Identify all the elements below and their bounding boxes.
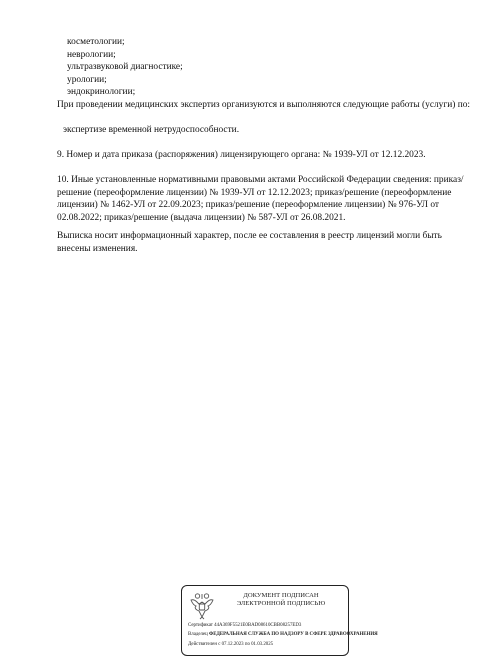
stamp-title-line: ДОКУМЕНТ ПОДПИСАН xyxy=(243,592,319,599)
owner-label: Владелец xyxy=(188,632,208,638)
coat-of-arms-icon xyxy=(189,591,215,621)
validity-label: Действителен xyxy=(188,641,217,647)
certificate-value: 44A369F5521E0BAD08610CBB08257ED3 xyxy=(214,623,302,628)
validity-row xyxy=(188,640,388,649)
certificate-label: Сертификат xyxy=(188,623,213,628)
list-item: эндокринологии; xyxy=(67,87,136,98)
disclaimer-text: Выписка носит информационный характер, после ее составления в реестр лицензий могли быть внесены изменения. xyxy=(57,231,442,254)
electronic-signature-stamp xyxy=(181,585,378,656)
validity-value: с 07.12.2023 по 01.03.2025 xyxy=(218,641,274,647)
list-item: ультразвуковой диагностике; xyxy=(67,62,183,73)
works-intro-text: При проведении медицинских экспертиз организуются и выполняются следующие работы (услуги) по: xyxy=(57,100,471,110)
owner-value: ФЕДЕРАЛЬНАЯ СЛУЖБА ПО НАДЗОРУ В СФЕРЕ ЗДРАВООХРАНЕНИЯ xyxy=(209,632,378,638)
list-item: неврологии; xyxy=(67,49,116,60)
stamp-title-line: ЭЛЕКТРОННОЙ ПОДПИСЬЮ xyxy=(236,600,326,607)
section-9-text: 9. Номер и дата приказа (распоряжения) лицензирующего органа: № 1939-УЛ от 12.12.2023. xyxy=(57,150,426,160)
certificate-row xyxy=(188,621,388,630)
list-item: урологии; xyxy=(67,74,107,85)
owner-row xyxy=(188,630,388,639)
specialty-list xyxy=(67,36,183,99)
stamp-details xyxy=(188,621,388,649)
section-10-text: 10. Иные установленные нормативными правовыми актами Российской Федерации сведения: приказ/решение (переоформление лицензии) № 1939-УЛ от 12.12.2023; приказ/решение (переоформление лицензии) № 1462-УЛ от 22.09.2023; приказ/решение (переоформление лицензии) № 976-УЛ от 02.08.2022; приказ/решение (выдача лицензии) № 587-УЛ от 26.08.2021. xyxy=(57,175,464,223)
list-item: косметологии; xyxy=(67,37,125,47)
works-item-text: экспертизе временной нетрудоспособности. xyxy=(63,125,240,135)
stamp-title xyxy=(218,592,344,608)
